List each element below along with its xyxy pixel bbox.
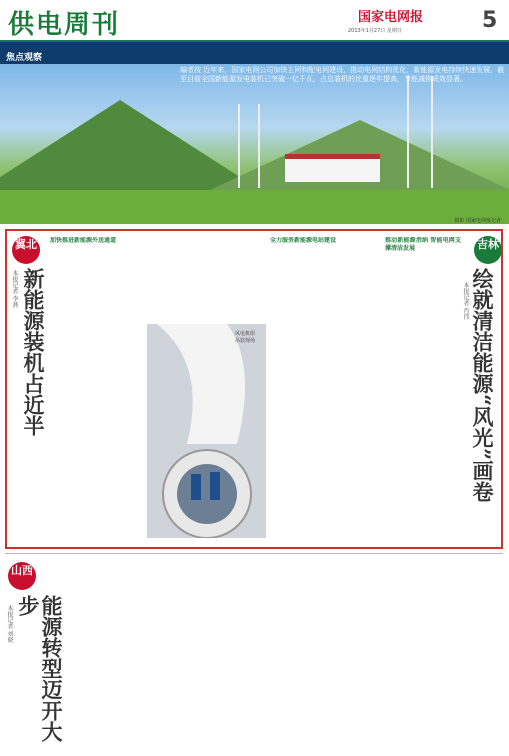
shanxi-article-col1	[44, 558, 146, 750]
hebei-subhead-1: 加快推进新能源外送通道	[50, 237, 117, 244]
transmission-tower-icon	[407, 76, 433, 188]
shanxi-article-col4	[375, 558, 503, 750]
shanxi-article-col3	[254, 558, 372, 750]
page-number: 5	[482, 8, 498, 33]
hebei-byline: 本报记者 李燕	[11, 270, 18, 308]
lead-photo	[0, 64, 509, 224]
region-tag-hebei: 冀北	[12, 236, 40, 264]
grass-field	[0, 190, 509, 224]
photo-credit: 摄影 国家电网报记者	[454, 218, 501, 224]
masthead-title: 供电周刊	[8, 10, 121, 40]
region-tag-shanxi: 山西	[8, 562, 36, 590]
jilin-subhead-1: 推动新能源消纳	[385, 237, 429, 244]
substation-building	[285, 154, 380, 182]
jilin-article-col1	[385, 237, 461, 537]
jilin-headline: 绘就清洁能源“风光”画卷	[470, 268, 495, 503]
jilin-byline: 本报记者 肖伟	[462, 282, 469, 320]
photo-title-bar	[0, 42, 509, 64]
hebei-article-col1	[50, 237, 144, 537]
photo-caption: 编者按 近年来，国家电网公司加快主网和配电网建设，推动电网结构优化，新能源发电持续快速发展，截至目前全国新能源发电装机已突破一亿千瓦，占总装机的比重逐年提高，节能减排成效显著。	[180, 66, 505, 83]
hebei-headline: 新能源装机占近半	[21, 268, 46, 436]
dateline: 2013年1月27日 星期日	[348, 28, 402, 34]
inset-photo	[147, 324, 266, 538]
section-tag: 焦点观察	[6, 53, 43, 63]
shanxi-headline: 能源转型迈开大步	[16, 595, 64, 742]
page-header	[0, 0, 509, 42]
hebei-subhead-2: 全力服务新能源电站建设	[270, 237, 337, 244]
shanxi-byline: 本报记者 刘晓	[6, 605, 13, 643]
jilin-subhead-2: 智能电网支撑清洁发展	[385, 237, 461, 252]
transmission-tower-icon	[238, 104, 260, 188]
section-divider	[5, 553, 503, 554]
hebei-article-col3	[270, 237, 382, 537]
wind-turbine-blade-icon	[147, 324, 266, 538]
newspaper-brand: 国家电网报	[358, 10, 424, 25]
hebei-article-col2	[147, 237, 265, 321]
region-tag-jilin: 吉林	[474, 236, 502, 264]
inset-caption: 风电机组吊装现场	[235, 331, 256, 344]
shanxi-article-col2	[149, 558, 251, 750]
